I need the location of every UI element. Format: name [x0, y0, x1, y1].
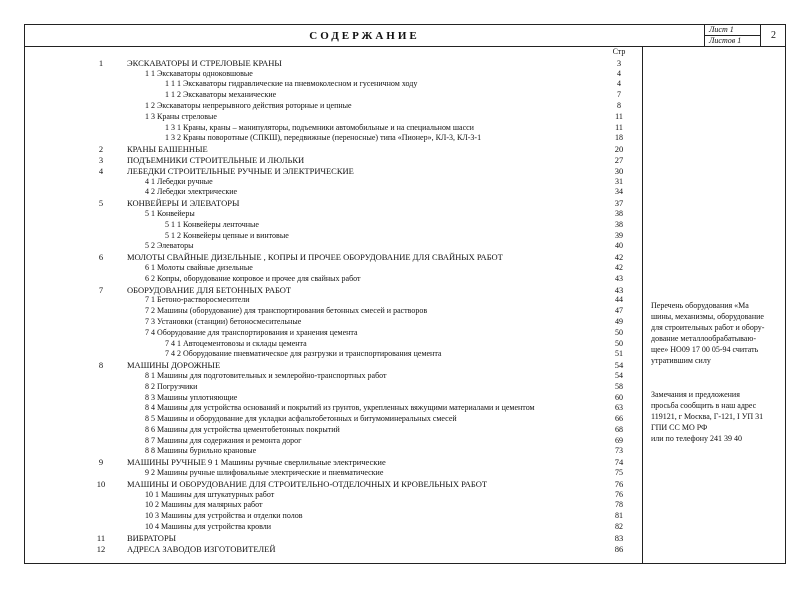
- note-line: 119121, г Москва, Г-121, I УП 31: [651, 412, 764, 421]
- toc-row-title: МОЛОТЫ СВАЙНЫЕ ДИЗЕЛЬНЫЕ , КОПРЫ И ПРОЧЕЕ ОБОРУДОВАНИЕ ДЛЯ СВАЙНЫХ РАБОТ: [127, 252, 503, 263]
- toc-row-title: ОБОРУДОВАНИЕ ДЛЯ БЕТОННЫХ РАБОТ: [127, 284, 292, 295]
- toc-row-page: 42: [615, 262, 623, 272]
- note-line: утратившим силу: [651, 356, 711, 365]
- column-divider: [642, 47, 643, 564]
- toc-row: [25, 306, 642, 317]
- toc-row-title: 8 7 Машины для содержания и ремонта дорог: [145, 435, 302, 445]
- toc-row: [25, 177, 642, 188]
- toc-row-title: ЛЕБЕДКИ СТРОИТЕЛЬНЫЕ РУЧНЫЕ И ЭЛЕКТРИЧЕСКИЕ: [127, 165, 354, 176]
- toc-row-page: 43: [615, 273, 623, 283]
- toc-row-page: 82: [615, 522, 623, 532]
- toc-row: [25, 69, 642, 80]
- toc-row-page: 4: [617, 68, 621, 78]
- toc-row: [25, 58, 642, 69]
- toc-row: [25, 328, 642, 339]
- toc-row-title: 5 1 2 Конвейеры цепные и винтовые: [165, 230, 289, 240]
- toc-row-page: 76: [615, 489, 623, 499]
- toc-row-page: 8: [617, 100, 621, 110]
- toc-row-title: 6 1 Молоты свайные дизельные: [145, 262, 253, 272]
- toc-row: [25, 339, 642, 350]
- toc-row-title: 10 1 Машины для штукатурных работ: [145, 489, 275, 499]
- toc-row: [25, 144, 642, 155]
- toc-row-title: 8 5 Машины и оборудование для укладки асфальтобетонных и битумоминеральных смесей: [145, 414, 457, 424]
- toc-row-number: 12: [96, 543, 106, 554]
- note-line: для строительных работ и обору-: [651, 323, 765, 332]
- toc-row-page: 30: [614, 165, 624, 176]
- toc-row: [25, 360, 642, 371]
- toc-row-number: 9: [98, 457, 104, 468]
- toc-row: [25, 522, 642, 533]
- toc-row-number: 4: [98, 165, 104, 176]
- toc-row-page: 68: [615, 424, 623, 434]
- toc-row-page: 54: [614, 360, 624, 371]
- toc-row-number: 11: [96, 532, 106, 543]
- toc-row-page: 18: [615, 133, 623, 143]
- toc-row-title: 8 3 Машины уплотняющие: [145, 392, 238, 402]
- toc-row: [25, 220, 642, 231]
- toc-row-title: 5 1 Конвейеры: [145, 208, 195, 218]
- page-title: СОДЕРЖАНИЕ: [25, 25, 705, 47]
- toc-row-page: 4: [617, 79, 621, 89]
- toc-row-page: 38: [615, 219, 623, 229]
- toc-row: [25, 274, 642, 285]
- toc-row-title: 4 2 Лебедки электрические: [145, 187, 238, 197]
- toc-row-title: 7 4 Оборудование для транспортирования и хранения цемента: [145, 327, 358, 337]
- toc-row-number: 2: [98, 144, 104, 155]
- toc-row-title: 6 2 Копры, оборудование копровое и прочее для свайных работ: [145, 273, 361, 283]
- toc-row-page: 83: [614, 532, 624, 543]
- toc-row-title: 10 4 Машины для устройства кровли: [145, 522, 272, 532]
- toc-row-title: АДРЕСА ЗАВОДОВ ИЗГОТОВИТЕЛЕЙ: [127, 543, 276, 554]
- toc-row-page: 49: [615, 316, 623, 326]
- toc-row-title: 1 3 1 Краны, краны – манипуляторы, подъемники автомобильные и на специальном шасси: [165, 122, 474, 132]
- toc-row: [25, 468, 642, 479]
- toc-row-page: 34: [615, 187, 623, 197]
- toc-row-title: 10 3 Машины для устройства и отделки полов: [145, 511, 303, 521]
- toc-row: [25, 101, 642, 112]
- toc-row-title: 8 6 Машины для устройства цементобетонных покрытий: [145, 424, 340, 434]
- toc-row-title: 1 1 2 Экскаваторы механические: [165, 90, 277, 100]
- toc-row: [25, 490, 642, 501]
- toc-row-page: 11: [615, 122, 623, 132]
- superseded-note: [651, 300, 781, 366]
- page-column-header: Стр: [612, 47, 626, 56]
- toc-row-title: 8 4 Машины для устройства оснований и покрытий из грунтов, укрепленных вяжущими материалами и цементом: [145, 403, 535, 413]
- toc-row-number: 5: [98, 198, 104, 209]
- toc-row: [25, 500, 642, 511]
- toc-row-page: 31: [615, 176, 623, 186]
- toc-row-title: 4 1 Лебедки ручные: [145, 176, 213, 186]
- toc-row-title: 1 3 Краны стреловые: [145, 111, 217, 121]
- toc-row: [25, 479, 642, 490]
- toc-row-title: КОНВЕЙЕРЫ И ЭЛЕВАТОРЫ: [127, 198, 240, 209]
- toc-column-header: [25, 47, 642, 58]
- toc-row-title: МАШИНЫ ДОРОЖНЫЕ: [127, 360, 221, 371]
- note-line: просьба сообщить в наш адрес: [651, 401, 757, 410]
- toc-row: [25, 436, 642, 447]
- toc-row-title: 1 3 2 Краны поворотные (СПКШ), передвижные (переносные) типа «Пионер», КЛ-3, КЛ-3-1: [165, 133, 482, 143]
- toc-row: [25, 317, 642, 328]
- feedback-note: [651, 389, 781, 444]
- toc-row-page: 78: [615, 500, 623, 510]
- toc-row-title: ПОДЪЕМНИКИ СТРОИТЕЛЬНЫЕ И ЛЮЛЬКИ: [127, 154, 305, 165]
- toc-row: [25, 155, 642, 166]
- toc-row: [25, 295, 642, 306]
- toc-row-title: 8 8 Машины бурильно крановые: [145, 446, 257, 456]
- toc-row: [25, 79, 642, 90]
- toc-row-page: 60: [615, 392, 623, 402]
- toc-row: [25, 457, 642, 468]
- note-line: Перечень оборудования «Ма: [651, 301, 749, 310]
- toc-row-page: 37: [614, 198, 624, 209]
- toc-row: [25, 414, 642, 425]
- toc-row-page: 58: [615, 381, 623, 391]
- toc-row-page: 66: [615, 414, 623, 424]
- toc-row-title: МАШИНЫ РУЧНЫЕ 9 1 Машины ручные сверлильные электрические: [127, 457, 386, 468]
- toc-row-page: 7: [617, 90, 621, 100]
- toc-row: [25, 209, 642, 220]
- toc-row-title: КРАНЫ БАШЕННЫЕ: [127, 144, 208, 155]
- toc-row: [25, 382, 642, 393]
- toc-row-title: 7 3 Установки (станции) бетоносмесительные: [145, 316, 302, 326]
- toc-row: [25, 252, 642, 263]
- page-number: 2: [761, 25, 786, 47]
- toc-row-title: 1 1 Экскаваторы одноковшовые: [145, 68, 253, 78]
- toc-row-page: 74: [614, 457, 624, 468]
- toc-row: [25, 446, 642, 457]
- toc-row-page: 39: [615, 230, 623, 240]
- toc-row: [25, 112, 642, 123]
- toc-row-page: 20: [614, 144, 624, 155]
- toc-row: [25, 285, 642, 296]
- toc-row: [25, 263, 642, 274]
- toc-row: [25, 90, 642, 101]
- toc-row-page: 47: [615, 306, 623, 316]
- toc-row: [25, 349, 642, 360]
- toc-row-title: 8 2 Погрузчики: [145, 381, 198, 391]
- toc-row-title: МАШИНЫ И ОБОРУДОВАНИЕ ДЛЯ СТРОИТЕЛЬНО-ОТДЕЛОЧНЫХ И КРОВЕЛЬНЫХ РАБОТ: [127, 478, 488, 489]
- toc-row: [25, 166, 642, 177]
- toc-row-page: 42: [614, 252, 624, 263]
- toc-row-page: 51: [615, 349, 623, 359]
- document-frame: [24, 24, 786, 564]
- toc-row-page: 76: [614, 478, 624, 489]
- toc-row: [25, 544, 642, 555]
- toc-row-page: 63: [615, 403, 623, 413]
- toc-row-page: 11: [615, 111, 623, 121]
- toc-row-title: 5 2 Элеваторы: [145, 241, 194, 251]
- toc-row: [25, 403, 642, 414]
- sheets-count-label: Листов 1: [705, 36, 761, 47]
- toc-row: [25, 511, 642, 522]
- toc-row-page: 50: [615, 327, 623, 337]
- toc-row-title: 7 4 1 Автоцементовозы и склады цемента: [165, 338, 307, 348]
- toc-row-title: 9 2 Машины ручные шлифовальные электрические и пневматические: [145, 468, 384, 478]
- toc-row-page: 75: [615, 468, 623, 478]
- toc-row: [25, 231, 642, 242]
- toc-row-number: 6: [98, 252, 104, 263]
- toc-row-page: 38: [615, 208, 623, 218]
- toc-row: [25, 371, 642, 382]
- toc-row: [25, 198, 642, 209]
- toc-row-title: 8 1 Машины для подготовительных и землеройно-транспортных работ: [145, 370, 387, 380]
- toc-row-title: 7 2 Машины (оборудование) для транспортирования бетонных смесей и растворов: [145, 306, 428, 316]
- toc-row-title: 7 4 2 Оборудование пневматическое для разгрузки и транспортирования цемента: [165, 349, 442, 359]
- toc-row-page: 27: [614, 154, 624, 165]
- toc-row: [25, 241, 642, 252]
- toc-row-title: ВИБРАТОРЫ: [127, 532, 177, 543]
- toc-row-page: 43: [614, 284, 624, 295]
- toc-row-page: 3: [616, 57, 622, 68]
- toc-row-number: 8: [98, 360, 104, 371]
- note-line: ГПИ СС МО РФ: [651, 423, 708, 432]
- toc-row: [25, 187, 642, 198]
- toc-row-page: 81: [615, 511, 623, 521]
- toc-row-title: 1 2 Экскаваторы непрерывного действия роторные и цепные: [145, 100, 352, 110]
- table-of-contents: [25, 47, 642, 554]
- toc-row: [25, 533, 642, 544]
- note-line: шины, механизмы, оборудование: [651, 312, 764, 321]
- note-line: щее» НО09 17 00 05-94 считать: [651, 345, 759, 354]
- toc-row: [25, 425, 642, 436]
- toc-row-page: 69: [615, 435, 623, 445]
- toc-row: [25, 133, 642, 144]
- toc-row-number: 1: [98, 57, 104, 68]
- toc-row-title: 5 1 1 Конвейеры ленточные: [165, 219, 259, 229]
- toc-row: [25, 393, 642, 404]
- toc-row-page: 73: [615, 446, 623, 456]
- note-line: дование металлообрабатываю-: [651, 334, 756, 343]
- toc-row-page: 44: [615, 295, 623, 305]
- note-line: или по телефону 241 39 40: [651, 434, 742, 443]
- toc-row-page: 54: [615, 370, 623, 380]
- toc-row-title: 10 2 Машины для малярных работ: [145, 500, 263, 510]
- toc-row-page: 50: [615, 338, 623, 348]
- toc-row-number: 10: [96, 478, 106, 489]
- toc-row-title: 7 1 Бетоно-растворосмесители: [145, 295, 250, 305]
- toc-row-number: 7: [98, 284, 104, 295]
- toc-row-page: 86: [614, 543, 624, 554]
- sheet-label: Лист 1: [705, 25, 761, 36]
- toc-row-title: 1 1 1 Экскаваторы гидравлические на пневмоколесном и гусеничном ходу: [165, 79, 418, 89]
- toc-row: [25, 123, 642, 134]
- toc-row-title: ЭКСКАВАТОРЫ И СТРЕЛОВЫЕ КРАНЫ: [127, 57, 282, 68]
- toc-row-page: 40: [615, 241, 623, 251]
- note-line: Замечания и предложения: [651, 390, 740, 399]
- toc-row-number: 3: [98, 154, 104, 165]
